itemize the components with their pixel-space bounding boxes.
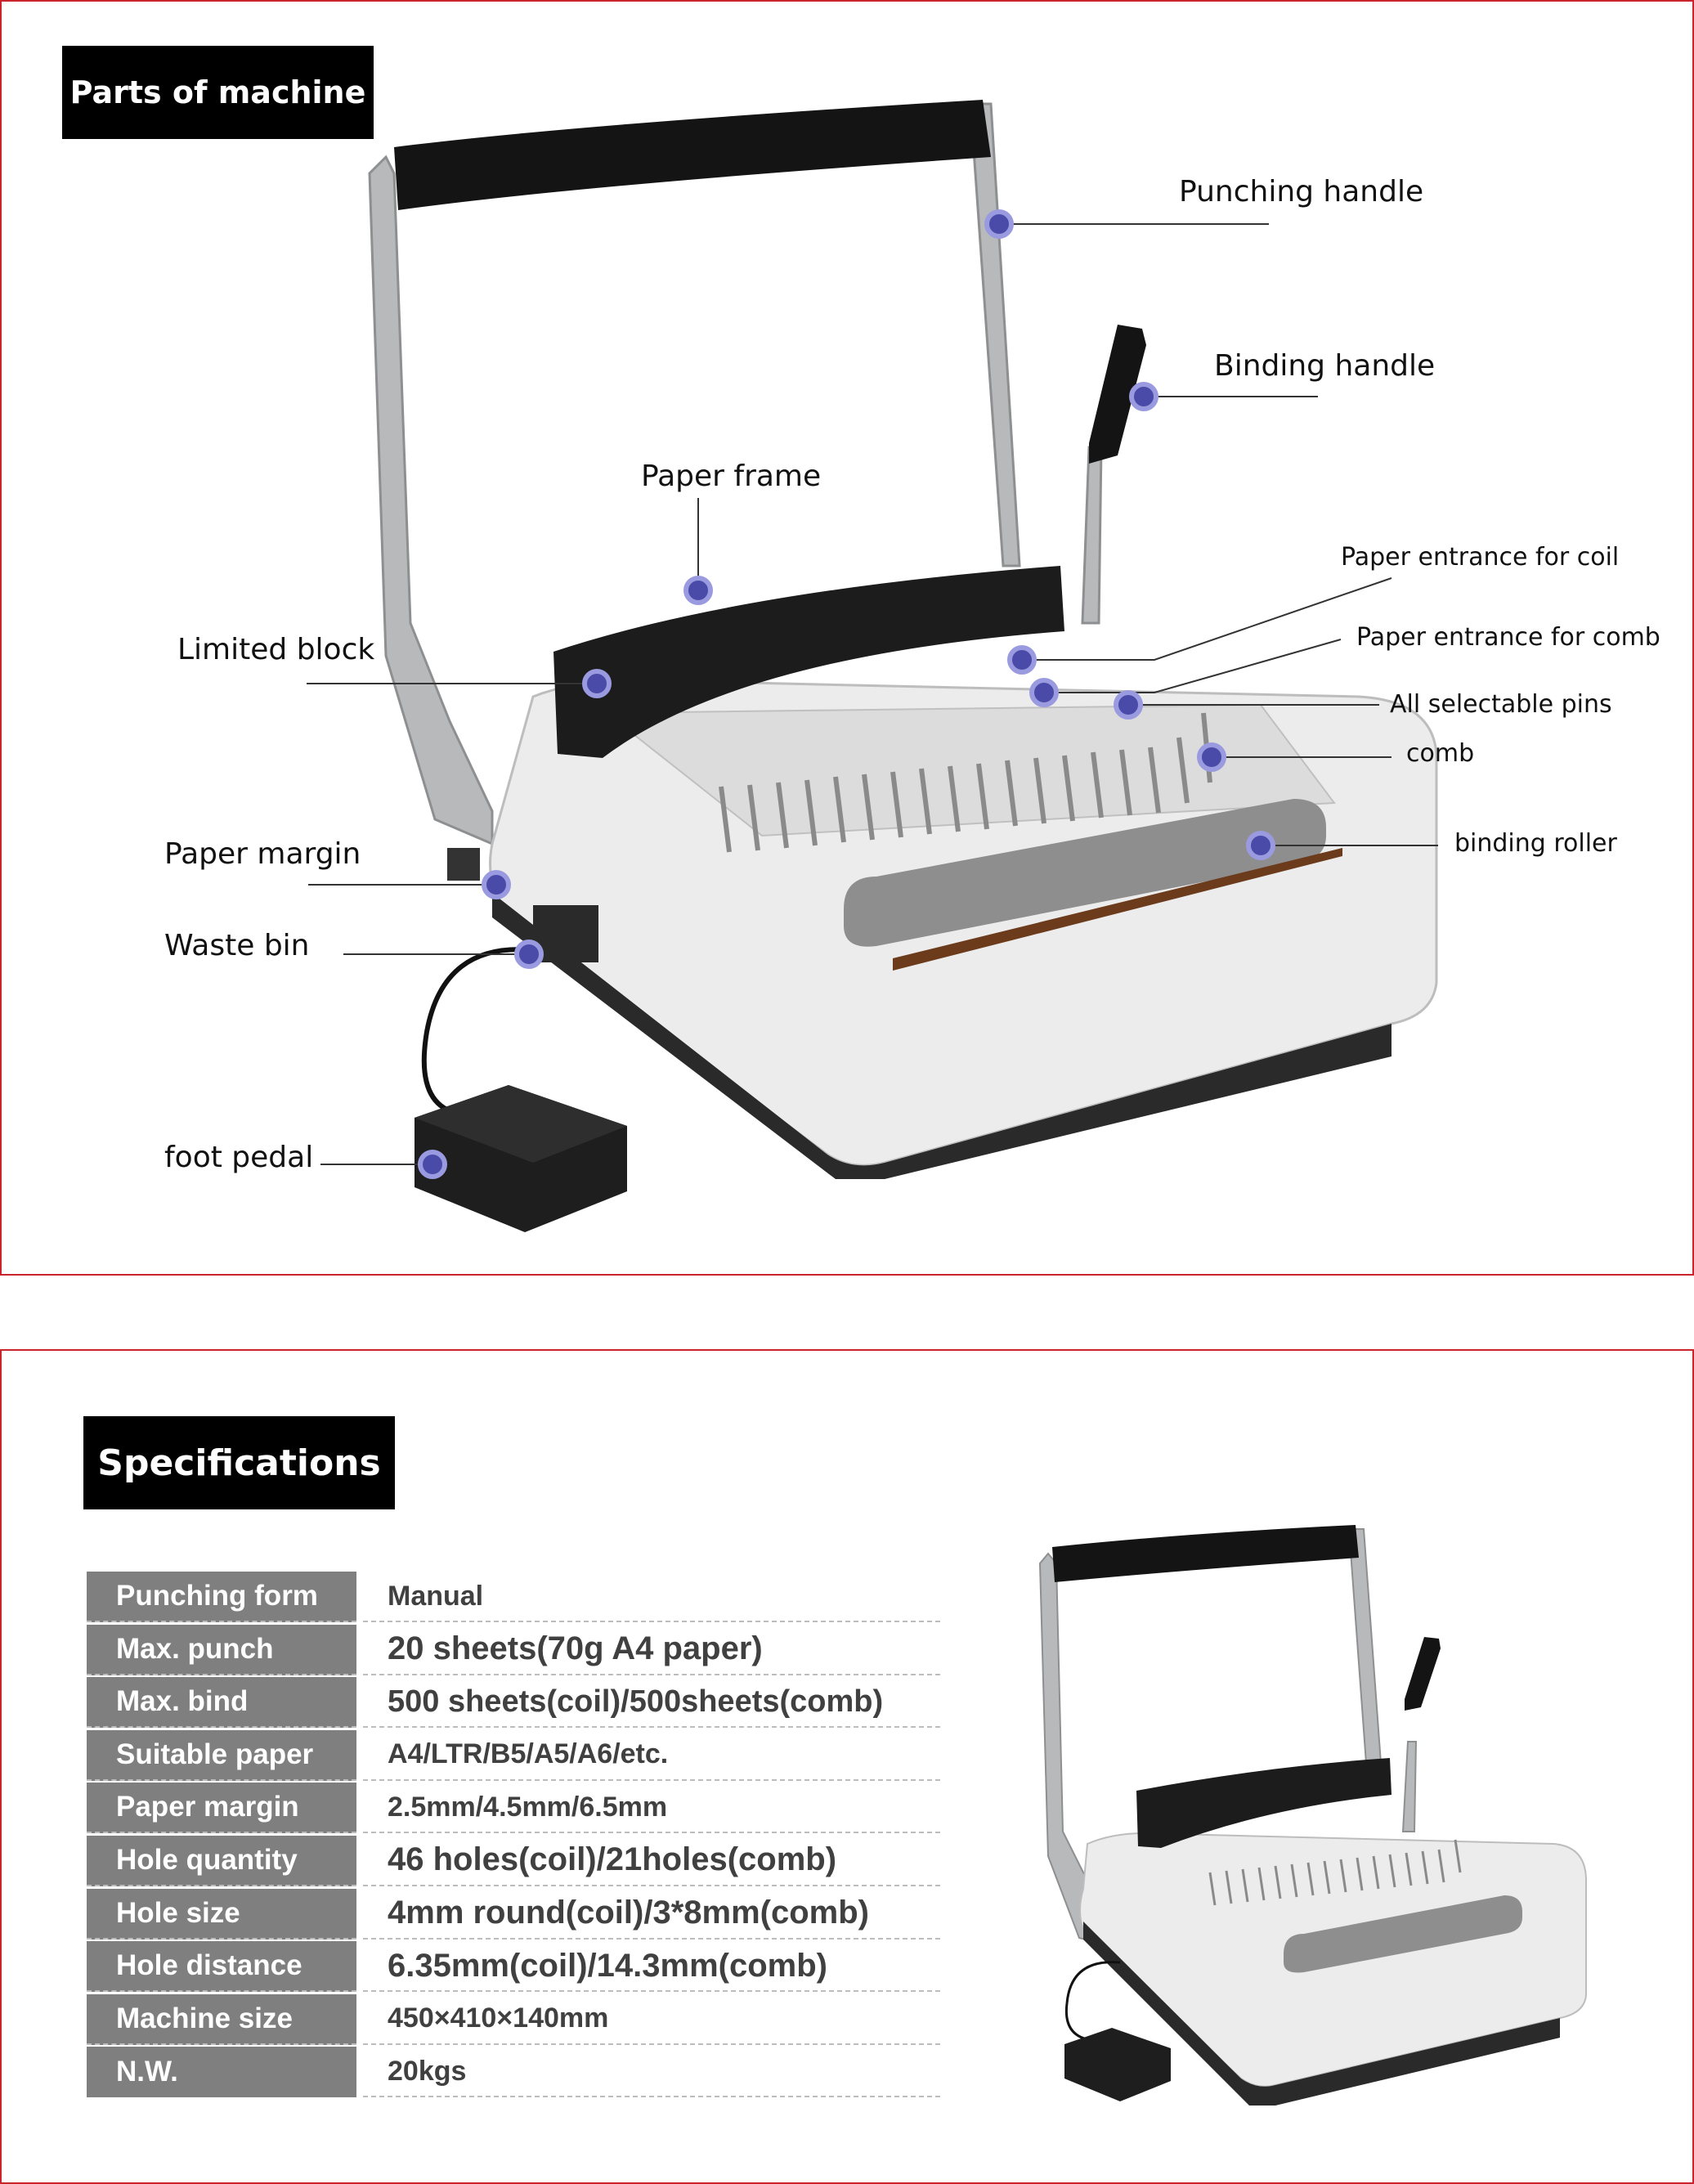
spec-value: 46 holes(coil)/21holes(comb) bbox=[363, 1836, 940, 1886]
spec-value: 4mm round(coil)/3*8mm(comb) bbox=[363, 1889, 940, 1940]
spec-row bbox=[87, 1889, 869, 1942]
label-binding-handle: Binding handle bbox=[1214, 349, 1436, 383]
marker-comb bbox=[1199, 745, 1224, 769]
spec-row bbox=[87, 1677, 884, 1730]
marker-paper-margin bbox=[484, 872, 509, 897]
label-punching-handle: Punching handle bbox=[1179, 175, 1424, 209]
marker-selectable-pins bbox=[1116, 693, 1141, 717]
label-selectable-pins: All selectable pins bbox=[1390, 690, 1612, 719]
marker-paper-frame bbox=[686, 578, 710, 603]
spec-row bbox=[87, 1572, 855, 1625]
spec-row bbox=[87, 1994, 855, 2047]
spec-key: Machine size bbox=[87, 1994, 356, 2045]
spec-value: 20kgs bbox=[363, 2047, 940, 2097]
label-comb: comb bbox=[1406, 739, 1475, 768]
label-comb-entrance: Paper entrance for comb bbox=[1356, 623, 1660, 652]
spec-value: 2.5mm/4.5mm/6.5mm bbox=[363, 1783, 940, 1833]
spec-key: Punching form bbox=[87, 1572, 356, 1622]
marker-punching-handle bbox=[987, 212, 1011, 236]
spec-value: 500 sheets(coil)/500sheets(comb) bbox=[363, 1677, 940, 1728]
marker-waste-bin bbox=[517, 942, 541, 966]
specs-heading: Specifications bbox=[83, 1416, 395, 1509]
label-paper-frame: Paper frame bbox=[641, 460, 822, 493]
spec-key: Suitable paper bbox=[87, 1730, 356, 1781]
spec-row bbox=[87, 1836, 855, 1889]
spec-key: N.W. bbox=[87, 2047, 356, 2097]
spec-row bbox=[87, 2047, 855, 2100]
spec-value: Manual bbox=[363, 1572, 940, 1622]
spec-row bbox=[87, 1941, 855, 1994]
label-foot-pedal: foot pedal bbox=[164, 1141, 314, 1174]
spec-row bbox=[87, 1783, 855, 1836]
spec-value: 20 sheets(70g A4 paper) bbox=[363, 1625, 940, 1675]
spec-key: Max. punch bbox=[87, 1625, 356, 1675]
marker-binding-handle bbox=[1132, 384, 1156, 409]
label-coil-entrance: Paper entrance for coil bbox=[1341, 543, 1620, 572]
spec-key: Paper margin bbox=[87, 1783, 356, 1833]
marker-coil-entrance bbox=[1010, 648, 1034, 672]
spec-key: Max. bind bbox=[87, 1677, 356, 1728]
spec-value: A4/LTR/B5/A5/A6/etc. bbox=[363, 1730, 940, 1781]
spec-value: 6.35mm(coil)/14.3mm(comb) bbox=[363, 1941, 940, 1992]
marker-binding-roller bbox=[1248, 833, 1273, 858]
spec-key: Hole distance bbox=[87, 1941, 356, 1992]
marker-comb-entrance bbox=[1032, 680, 1056, 705]
spec-row bbox=[87, 1730, 855, 1783]
parts-heading: Parts of machine bbox=[62, 46, 374, 139]
spec-key: Hole quantity bbox=[87, 1836, 356, 1886]
spec-row bbox=[87, 1625, 855, 1678]
spec-table bbox=[87, 1572, 884, 2100]
label-waste-bin: Waste bin bbox=[164, 929, 310, 962]
spec-key: Hole size bbox=[87, 1889, 356, 1940]
label-binding-roller: binding roller bbox=[1454, 829, 1617, 858]
marker-foot-pedal bbox=[420, 1152, 445, 1177]
label-paper-margin: Paper margin bbox=[164, 837, 361, 871]
spec-value: 450×410×140mm bbox=[363, 1994, 940, 2045]
label-limited-block: Limited block bbox=[177, 633, 375, 666]
marker-limited-block bbox=[585, 671, 609, 696]
